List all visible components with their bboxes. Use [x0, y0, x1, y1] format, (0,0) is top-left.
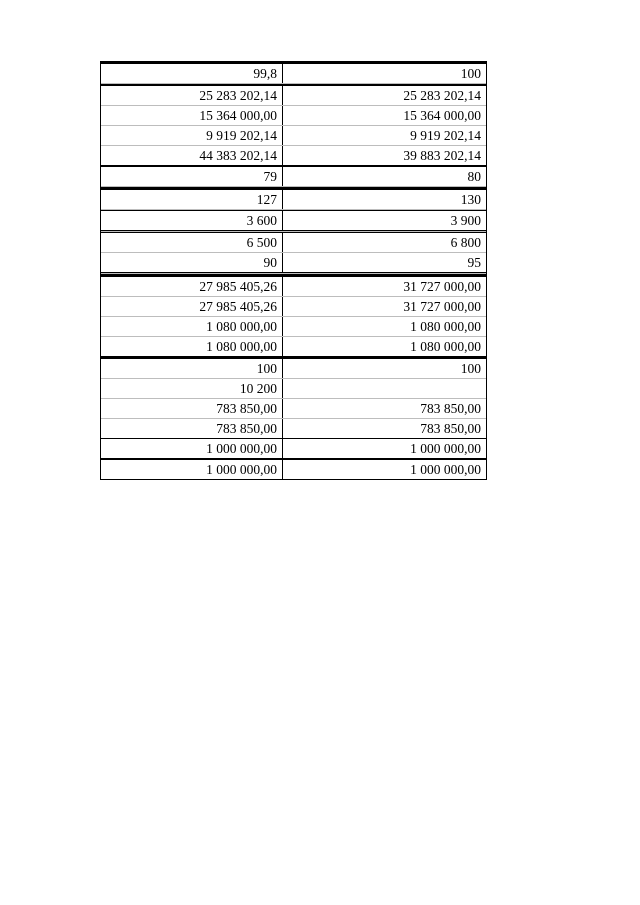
table-row	[101, 232, 486, 252]
table-cell-col-1: 99,8	[101, 64, 283, 83]
table-cell-col-1: 1 080 000,00	[101, 317, 283, 336]
table-row	[101, 105, 486, 125]
table-row	[101, 459, 486, 480]
table-row	[101, 336, 486, 356]
table-cell-col-1: 90	[101, 253, 283, 272]
table-cell-col-1: 15 364 000,00	[101, 106, 283, 125]
table-row	[101, 296, 486, 316]
table-cell-col-1: 1 080 000,00	[101, 337, 283, 356]
table-row	[101, 276, 486, 296]
table-cell-col-2: 1 000 000,00	[410, 441, 481, 456]
table-cell-col-1: 783 850,00	[101, 419, 283, 438]
table-row	[101, 145, 486, 165]
table-cell-col-1: 100	[101, 359, 283, 378]
table-cell-col-2: 100	[460, 361, 481, 376]
table-row	[101, 252, 486, 272]
table-row	[101, 63, 486, 83]
table-cell-col-2: 1 080 000,00	[410, 319, 481, 334]
table-cell-col-2: 15 364 000,00	[403, 108, 481, 123]
table-cell-col-2	[283, 379, 486, 398]
table-cell-col-1: 79	[101, 167, 283, 186]
table-cell-col-2: 1 000 000,00	[410, 462, 481, 477]
table-cell-col-1: 3 600	[101, 211, 283, 230]
table-row	[101, 358, 486, 378]
table-cell-col-1: 127	[101, 190, 283, 209]
table-cell-col-2: 39 883 202,14	[403, 148, 481, 163]
table-cell-col-1: 783 850,00	[101, 399, 283, 418]
table-cell-col-1: 27 985 405,26	[101, 277, 283, 296]
table-cell-col-1: 25 283 202,14	[101, 86, 283, 105]
table-cell-col-1: 1 000 000,00	[101, 439, 283, 458]
table-row	[101, 85, 486, 105]
table-row	[101, 189, 486, 209]
table-cell-col-1: 1 000 000,00	[101, 460, 283, 479]
table-row	[101, 398, 486, 418]
data-table	[100, 61, 487, 480]
table-cell-col-2: 31 727 000,00	[403, 279, 481, 294]
table-cell-col-2: 3 900	[450, 213, 481, 228]
table-row	[101, 438, 486, 458]
table-cell-col-1: 10 200	[101, 379, 283, 398]
table-cell-col-2: 100	[460, 66, 481, 81]
table-cell-col-2: 31 727 000,00	[403, 299, 481, 314]
table-cell-col-2: 130	[460, 192, 481, 207]
table-row	[101, 166, 486, 186]
table-cell-col-2: 25 283 202,14	[403, 88, 481, 103]
table-cell-col-2: 9 919 202,14	[410, 128, 481, 143]
table-cell-col-2: 783 850,00	[420, 421, 481, 436]
table-cell-col-1: 6 500	[101, 233, 283, 252]
table-row	[101, 418, 486, 438]
table-row	[101, 210, 486, 230]
table-cell-col-1: 9 919 202,14	[101, 126, 283, 145]
table-cell-col-2: 6 800	[450, 235, 481, 250]
table-cell-col-1: 27 985 405,26	[101, 297, 283, 316]
table-cell-col-2: 783 850,00	[420, 401, 481, 416]
table-cell-col-2: 95	[467, 255, 481, 270]
table-cell-col-2: 80	[467, 169, 481, 184]
table-cell-col-2: 1 080 000,00	[410, 339, 481, 354]
table-row	[101, 316, 486, 336]
table-row	[101, 378, 486, 398]
table-row	[101, 125, 486, 145]
table-cell-col-1: 44 383 202,14	[101, 146, 283, 165]
